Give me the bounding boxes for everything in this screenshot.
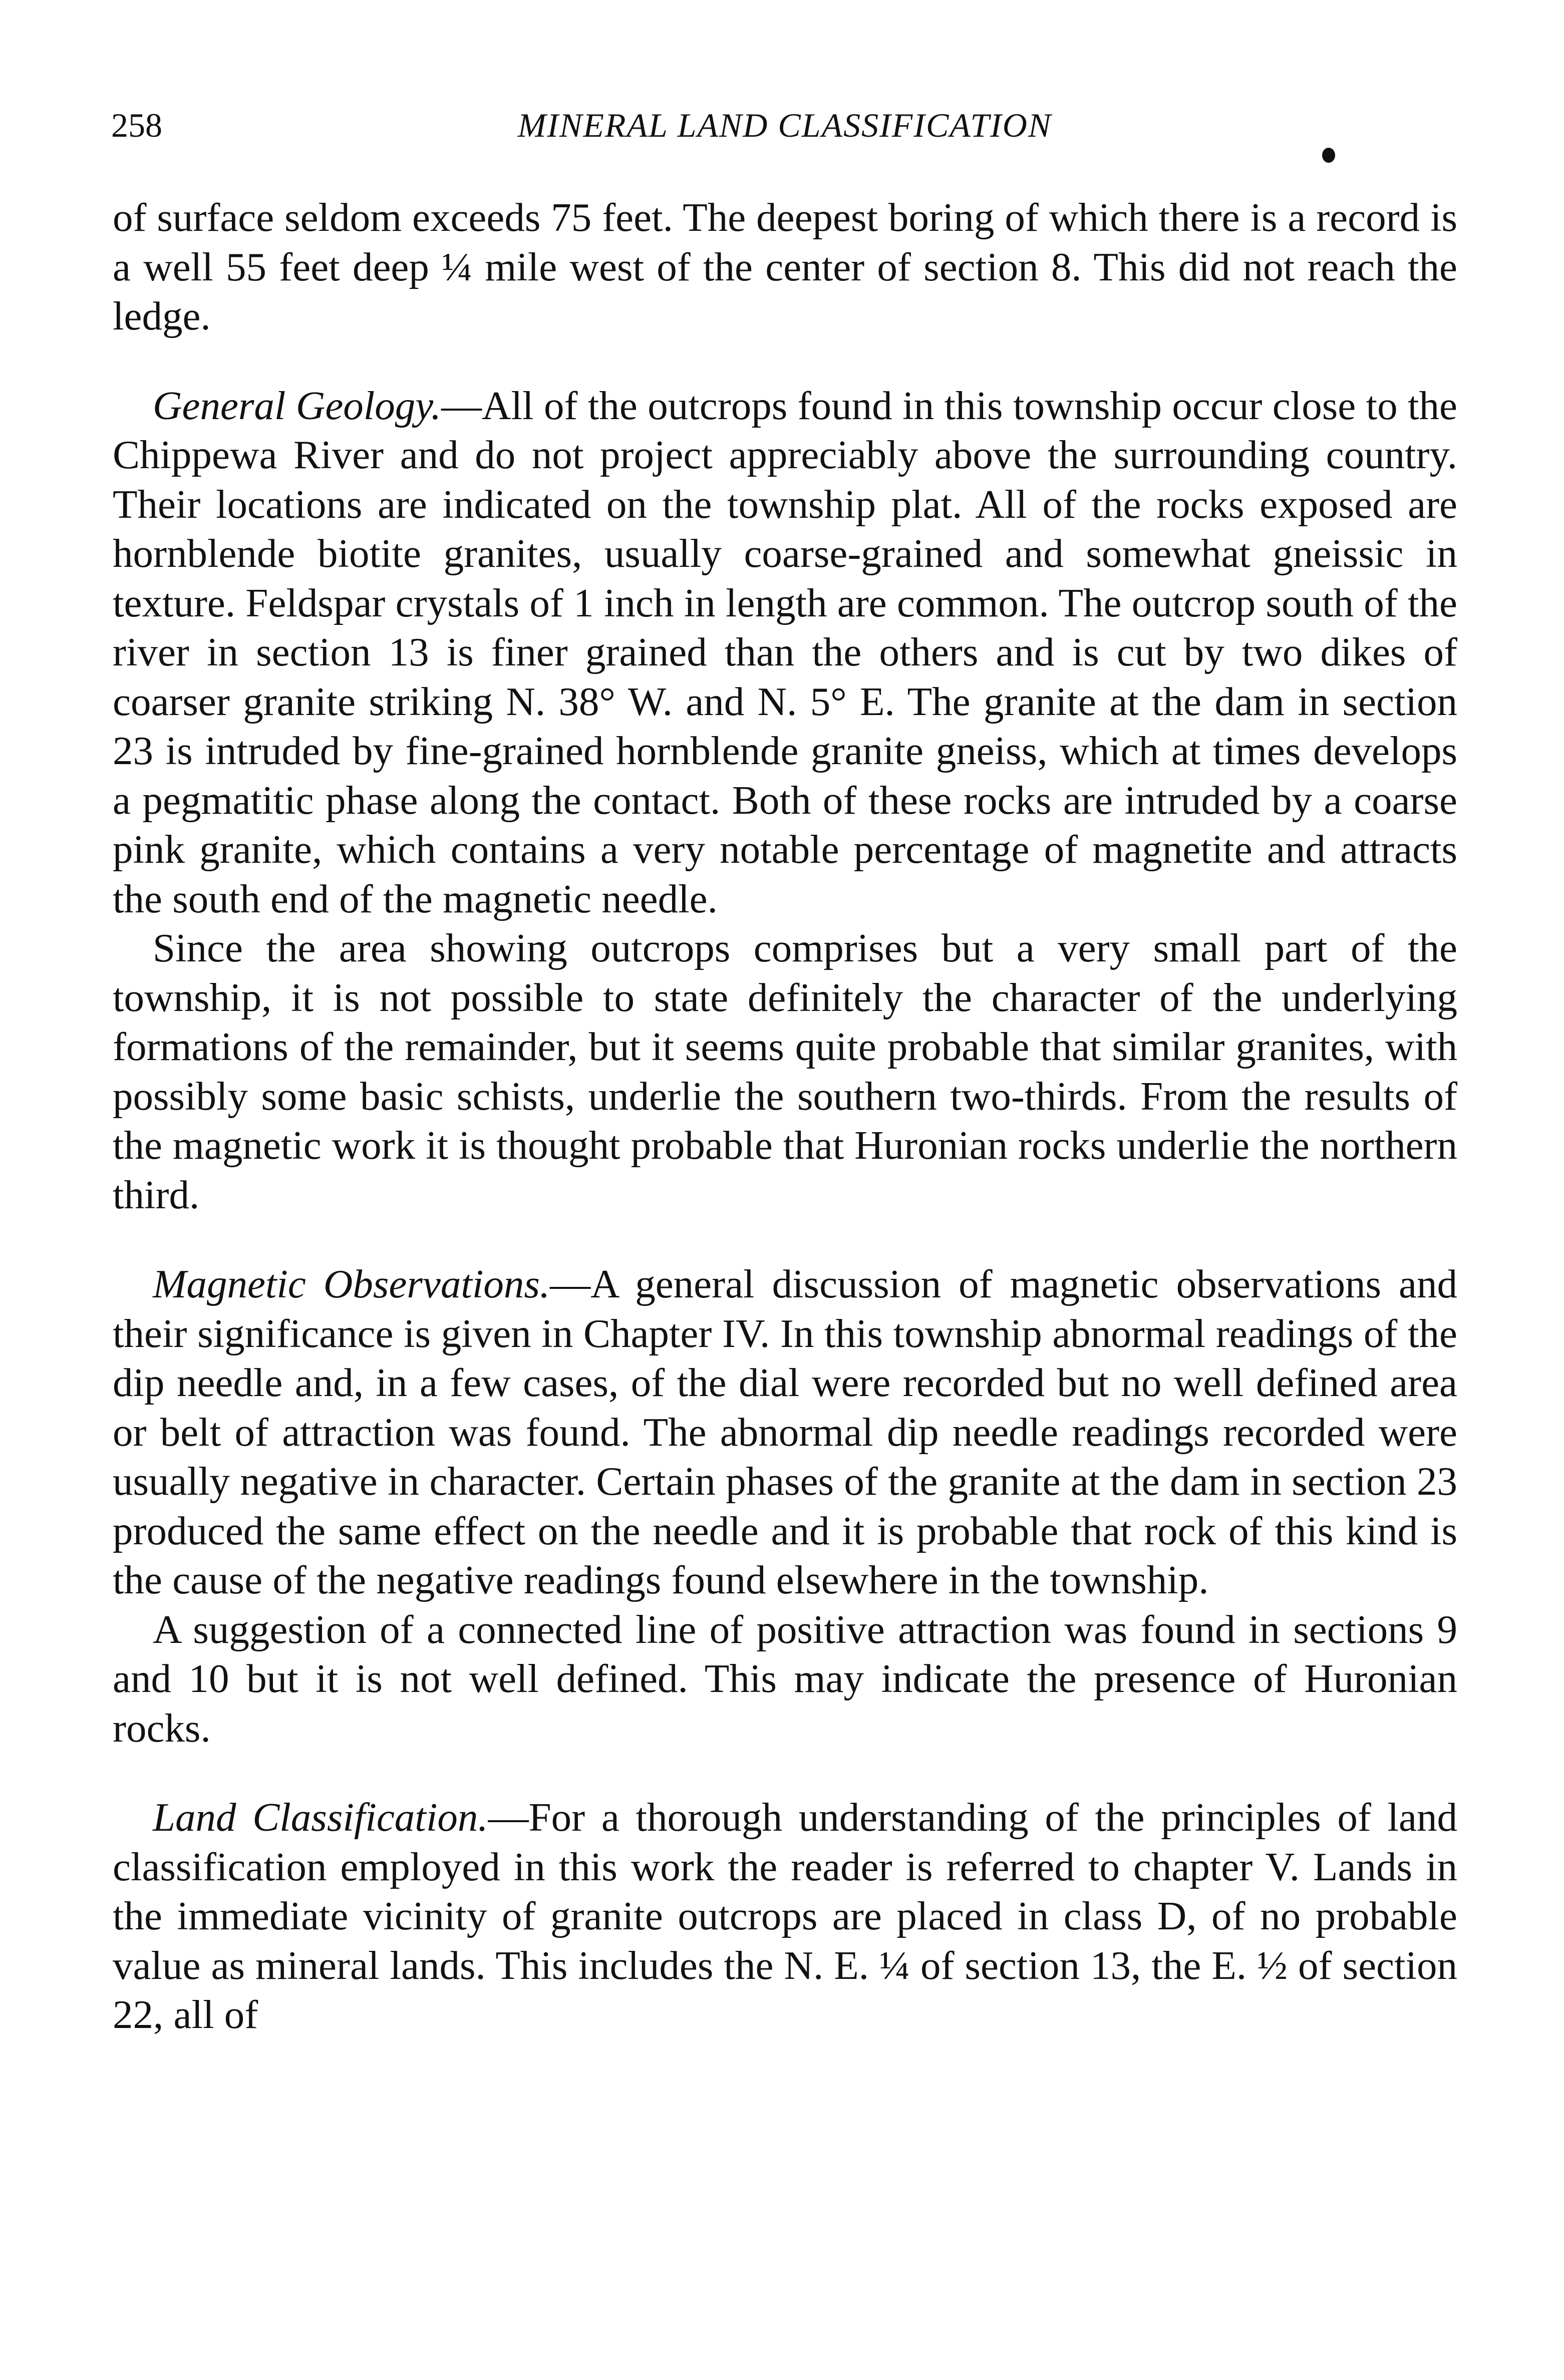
page-body [113,193,1457,2039]
paragraph-continuation [113,193,1457,341]
paragraph-text: of surface seldom exceeds 75 feet. The deepest boring of which there is a record is a well 55 feet deep ¼ mile west of the center of section 8. This did not reach the ledge. [113,195,1457,338]
ink-dot-mark [1322,148,1335,163]
page-number: 258 [111,106,162,144]
paragraph-text: —A general discussion of magnetic observations and their significance is given in Chapter IV. In this township abnormal readings of the dip needle and, in a few cases, of the dial were recorded but no well defined area or belt of attraction was found. The abnormal dip needle readings recorded were usually negative in character. Certain phases of the granite at the dam in section 23 produced the same effect on the needle and it is probable that rock of this kind is the cause of the negative readings found elsewhere in the township. [113,1261,1458,1602]
paragraph-text: —For a thorough understanding of the principles of land classification employed in this work the reader is referred to chapter V. Lands in the immediate vicinity of granite outcrops are placed in class D, of no probable value as mineral lands. This includes the N. E. ¼ of section 13, the E. ½ of section 22, all of [113,1795,1457,2037]
section-heading-land-classification: Land Classification. [153,1795,488,1840]
paragraph-text: Since the area showing outcrops comprises but a very small part of the township, it is not possible to state definitely the character of the underlying formations of the remainder, but it seems quite probable that similar granites, with possibly some basic schists, underlie the southern two-thirds. From the results of the magnetic work it is thought probable that Huronian rocks underlie the northern third. [113,925,1457,1217]
paragraph-text: —All of the outcrops found in this township occur close to the Chippewa River and do not project appreciably above the surrounding country. Their locations are indicated on the township plat. All of the rocks exposed are hornblende biotite granites, usually coarse-grained and somewhat gneissic in texture. Feldspar crystals of 1 inch in length are common. The outcrop south of the river in section 13 is finer grained than the others and is cut by two dikes of coarser granite striking N. 38° W. and N. 5° E. The granite at the dam in section 23 is intruded by fine-grained hornblende granite gneiss, which at times develops a pegmatitic phase along the contact. Both of these rocks are intruded by a coarse pink granite, which contains a very notable percentage of magnetite and attracts the south end of the magnetic needle. [113,383,1457,921]
section-heading-general-geology: General Geology. [153,383,442,428]
running-title: MINERAL LAND CLASSIFICATION [517,106,1052,144]
paragraph-magnetic-observations [113,1259,1457,1605]
paragraph-land-classification [113,1793,1457,2039]
paragraph-outcrops-area [113,923,1457,1219]
paragraph-positive-attraction [113,1605,1457,1753]
paragraph-general-geology [113,381,1457,924]
paragraph-text: A suggestion of a connected line of positive attraction was found in sections 9 and 10 but it is not well defined. This may indicate the presence of Huronian rocks. [113,1606,1457,1751]
page-header [111,103,1458,148]
section-heading-magnetic-observations: Magnetic Observations. [153,1261,550,1306]
